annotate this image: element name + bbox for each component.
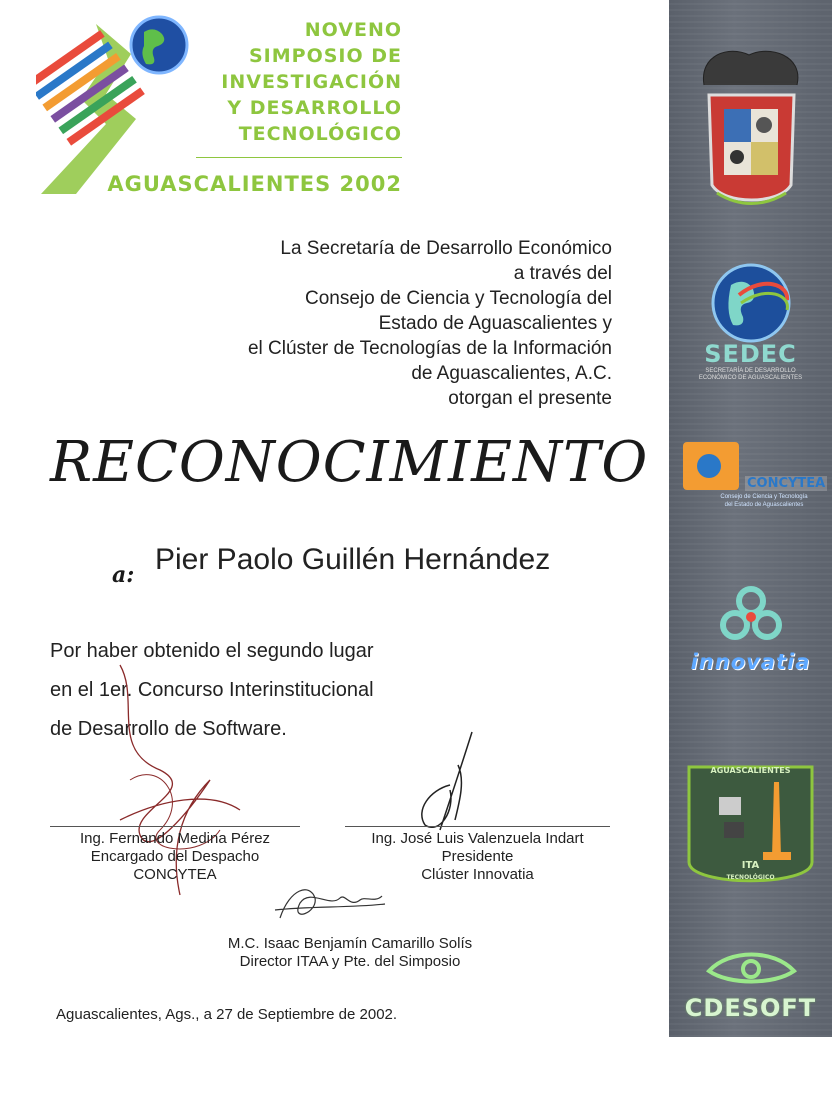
trefoil-icon xyxy=(669,585,832,645)
signature-valenzuela xyxy=(410,730,490,835)
globe-icon xyxy=(669,255,832,345)
logo-line: TECNOLÓGICO xyxy=(238,123,402,145)
intro-line: Consejo de Ciencia y Tecnología del xyxy=(304,288,612,309)
innovatia-name: innovatia xyxy=(690,650,811,674)
recipient-prefix: a: xyxy=(112,562,135,588)
sedec-sub: ECONÓMICO DE AGUASCALIENTES xyxy=(698,375,803,381)
recipient-name: Pier Paolo Guillén Hernández xyxy=(155,543,551,576)
intro-line: La Secretaría de Desarrollo Económico xyxy=(280,238,612,259)
innovatia-logo xyxy=(669,585,832,680)
signer-name: Ing. José Luis Valenzuela Indart xyxy=(371,830,584,847)
concytea-sub: del Estado de Aguascalientes xyxy=(724,502,804,508)
certificate-title: RECONOCIMIENTO xyxy=(50,430,649,495)
signature-block-camarillo xyxy=(200,935,500,971)
itaa-bottom: TECNOLÓGICO xyxy=(726,874,775,881)
sedec-logo xyxy=(669,255,832,385)
concytea-name: CONCYTEA xyxy=(747,476,826,491)
reason-line: en el 1er. Concurso Interinstitucional xyxy=(50,679,374,701)
cdesoft-name: CDESOFT xyxy=(684,994,817,1022)
signer-role: Director ITAA y Pte. del Simposio xyxy=(239,953,461,970)
concytea-logo xyxy=(669,440,832,520)
signer-org: Clúster Innovatia xyxy=(421,866,534,883)
itaa-top: AGUASCALIENTES xyxy=(710,766,791,775)
logo-line: INVESTIGACIÓN xyxy=(221,71,402,93)
itaa-mid: ITA xyxy=(741,860,760,871)
cdesoft-logo xyxy=(669,945,832,1025)
reason-line: de Desarrollo de Software. xyxy=(50,718,287,740)
signer-role: Presidente xyxy=(441,848,514,865)
intro-line: el Clúster de Tecnologías de la Información xyxy=(247,338,612,359)
intro-line: Estado de Aguascalientes y xyxy=(378,313,612,334)
concytea-mark-icon xyxy=(683,442,739,490)
intro-text xyxy=(150,236,612,411)
signature-line xyxy=(345,826,610,827)
itaa-logo xyxy=(669,752,832,902)
intro-line: a través del xyxy=(513,263,612,284)
logo-divider xyxy=(196,157,402,158)
intro-line: otorgan el presente xyxy=(448,388,612,409)
coat-of-arms-icon xyxy=(669,25,832,215)
date-line: Aguascalientes, Ags., a 27 de Septiembre de 2002. xyxy=(56,1006,398,1023)
signer-role: Encargado del Despacho xyxy=(90,848,260,865)
signature-block-valenzuela xyxy=(345,830,610,884)
symposium-logo xyxy=(36,14,402,204)
reason-line: Por haber obtenido el segundo lugar xyxy=(50,640,374,662)
concytea-sub: Consejo de Ciencia y Tecnología xyxy=(720,494,808,500)
signer-org: CONCYTEA xyxy=(133,866,217,883)
logo-line: Y DESARROLLO xyxy=(227,97,402,119)
sedec-sub: SECRETARÍA DE DESARROLLO xyxy=(705,368,796,374)
aguascalientes-coat-of-arms xyxy=(669,25,832,215)
logo-line: SIMPOSIO DE xyxy=(248,45,402,67)
logo-line: NOVENO xyxy=(304,19,402,41)
eye-icon xyxy=(669,945,832,989)
signature-line xyxy=(50,826,300,827)
signer-name: M.C. Isaac Benjamín Camarillo Solís xyxy=(227,935,473,952)
signature-block-medina xyxy=(50,830,300,884)
intro-line: de Aguascalientes, A.C. xyxy=(411,363,612,384)
signature-camarillo xyxy=(270,878,390,928)
sedec-name: SEDEC xyxy=(704,340,797,368)
signer-name: Ing. Fernando Medina Pérez xyxy=(79,830,271,847)
sponsor-sidebar xyxy=(669,0,832,1037)
logo-city: AGUASCALIENTES 2002 xyxy=(107,172,402,196)
